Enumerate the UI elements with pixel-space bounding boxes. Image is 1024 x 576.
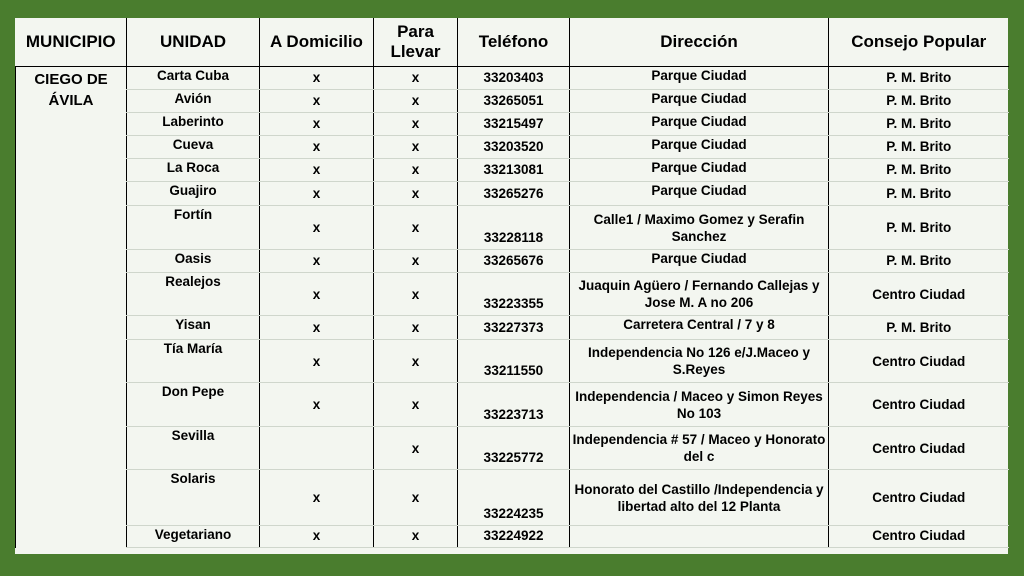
llevar-cell: x	[374, 316, 458, 340]
header-consejo: Consejo Popular	[829, 18, 1009, 67]
llevar-cell: x	[374, 182, 458, 206]
header-row	[16, 18, 1009, 67]
direccion-cell: Independencia # 57 / Maceo y Honorato del c	[570, 427, 829, 470]
consejo-cell: Centro Ciudad	[829, 526, 1009, 548]
llevar-cell: x	[374, 250, 458, 273]
table-row	[16, 340, 1009, 383]
llevar-cell: x	[374, 273, 458, 316]
consejo-cell: P. M. Brito	[829, 67, 1009, 90]
direccion-cell: Carretera Central / 7 y 8	[570, 316, 829, 340]
direccion-cell: Parque Ciudad	[570, 90, 829, 113]
unidad-cell: Carta Cuba	[127, 67, 260, 90]
domicilio-cell: x	[260, 182, 374, 206]
unidad-cell: Avión	[127, 90, 260, 113]
table-row	[16, 113, 1009, 136]
consejo-cell: Centro Ciudad	[829, 383, 1009, 427]
consejo-cell: P. M. Brito	[829, 206, 1009, 250]
direccion-cell: Parque Ciudad	[570, 182, 829, 206]
unidad-cell: Don Pepe	[127, 383, 260, 427]
table-row	[16, 250, 1009, 273]
direccion-cell: Parque Ciudad	[570, 250, 829, 273]
telefono-cell: 33211550	[458, 340, 570, 383]
municipio-cell	[16, 67, 127, 548]
llevar-cell: x	[374, 136, 458, 159]
direccion-cell: Independencia / Maceo y Simon Reyes No 103	[570, 383, 829, 427]
telefono-cell: 33224235	[458, 470, 570, 526]
domicilio-cell: x	[260, 159, 374, 182]
table-row	[16, 273, 1009, 316]
domicilio-cell: x	[260, 340, 374, 383]
unidad-cell: Laberinto	[127, 113, 260, 136]
direccion-cell	[570, 526, 829, 548]
table-row	[16, 136, 1009, 159]
unidad-cell: Guajiro	[127, 182, 260, 206]
table-row	[16, 470, 1009, 526]
telefono-cell: 33213081	[458, 159, 570, 182]
telefono-cell: 33228118	[458, 206, 570, 250]
direccion-cell: Parque Ciudad	[570, 159, 829, 182]
telefono-cell: 33223355	[458, 273, 570, 316]
telefono-cell: 33225772	[458, 427, 570, 470]
llevar-cell: x	[374, 113, 458, 136]
domicilio-cell: x	[260, 316, 374, 340]
unidad-cell: Fortín	[127, 206, 260, 250]
unidad-cell: Solaris	[127, 470, 260, 526]
domicilio-cell: x	[260, 273, 374, 316]
header-direccion: Dirección	[570, 18, 829, 67]
consejo-cell: P. M. Brito	[829, 182, 1009, 206]
telefono-cell: 33265051	[458, 90, 570, 113]
direccion-cell: Independencia No 126 e/J.Maceo y S.Reyes	[570, 340, 829, 383]
llevar-cell: x	[374, 427, 458, 470]
telefono-cell: 33265276	[458, 182, 570, 206]
llevar-cell: x	[374, 470, 458, 526]
domicilio-cell: x	[260, 90, 374, 113]
llevar-cell: x	[374, 90, 458, 113]
direccion-cell: Parque Ciudad	[570, 113, 829, 136]
llevar-cell: x	[374, 159, 458, 182]
unidad-cell: Vegetariano	[127, 526, 260, 548]
llevar-cell: x	[374, 383, 458, 427]
table-panel	[15, 18, 1008, 554]
municipio-line1: CIEGO DE	[34, 71, 108, 88]
header-municipio: MUNICIPIO	[16, 18, 127, 67]
unidad-cell: Cueva	[127, 136, 260, 159]
table-row	[16, 67, 1009, 90]
table-row	[16, 159, 1009, 182]
llevar-cell: x	[374, 340, 458, 383]
domicilio-cell: x	[260, 136, 374, 159]
unidad-cell: La Roca	[127, 159, 260, 182]
domicilio-cell: x	[260, 383, 374, 427]
consejo-cell: P. M. Brito	[829, 250, 1009, 273]
consejo-cell: Centro Ciudad	[829, 273, 1009, 316]
consejo-cell: P. M. Brito	[829, 136, 1009, 159]
unidad-cell: Oasis	[127, 250, 260, 273]
consejo-cell: P. M. Brito	[829, 113, 1009, 136]
telefono-cell: 33227373	[458, 316, 570, 340]
domicilio-cell: x	[260, 250, 374, 273]
llevar-cell: x	[374, 67, 458, 90]
consejo-cell: Centro Ciudad	[829, 340, 1009, 383]
table-row	[16, 383, 1009, 427]
unidad-cell: Realejos	[127, 273, 260, 316]
header-para-llevar	[374, 18, 458, 67]
telefono-cell: 33265676	[458, 250, 570, 273]
header-domicilio: A Domicilio	[260, 18, 374, 67]
consejo-cell: Centro Ciudad	[829, 470, 1009, 526]
llevar-cell: x	[374, 206, 458, 250]
llevar-cell: x	[374, 526, 458, 548]
consejo-cell: P. M. Brito	[829, 316, 1009, 340]
table-row	[16, 316, 1009, 340]
table-row	[16, 206, 1009, 250]
telefono-cell: 33203403	[458, 67, 570, 90]
telefono-cell: 33203520	[458, 136, 570, 159]
domicilio-cell: x	[260, 206, 374, 250]
direccion-cell: Juaquin Agüero / Fernando Callejas y Jose M. A no 206	[570, 273, 829, 316]
telefono-cell: 33223713	[458, 383, 570, 427]
telefono-cell: 33224922	[458, 526, 570, 548]
table-body	[16, 67, 1009, 548]
unidad-cell: Sevilla	[127, 427, 260, 470]
table-row	[16, 427, 1009, 470]
consejo-cell: P. M. Brito	[829, 159, 1009, 182]
direccion-cell: Parque Ciudad	[570, 67, 829, 90]
direccion-cell: Parque Ciudad	[570, 136, 829, 159]
header-llevar-line1: Para	[397, 22, 434, 41]
table-row	[16, 182, 1009, 206]
domicilio-cell	[260, 427, 374, 470]
municipio-line2: ÁVILA	[48, 92, 94, 109]
header-llevar-line2: Llevar	[390, 42, 441, 61]
table-row	[16, 526, 1009, 548]
domicilio-cell: x	[260, 67, 374, 90]
direccion-cell: Calle1 / Maximo Gomez y Serafin Sanchez	[570, 206, 829, 250]
telefono-cell: 33215497	[458, 113, 570, 136]
unidad-cell: Yisan	[127, 316, 260, 340]
domicilio-cell: x	[260, 113, 374, 136]
domicilio-cell: x	[260, 526, 374, 548]
consejo-cell: Centro Ciudad	[829, 427, 1009, 470]
domicilio-cell: x	[260, 470, 374, 526]
header-telefono: Teléfono	[458, 18, 570, 67]
direccion-cell: Honorato del Castillo /Independencia y libertad alto del 12 Planta	[570, 470, 829, 526]
unidad-cell: Tía María	[127, 340, 260, 383]
consejo-cell: P. M. Brito	[829, 90, 1009, 113]
header-unidad: UNIDAD	[127, 18, 260, 67]
restaurant-table	[15, 18, 1009, 548]
table-row	[16, 90, 1009, 113]
